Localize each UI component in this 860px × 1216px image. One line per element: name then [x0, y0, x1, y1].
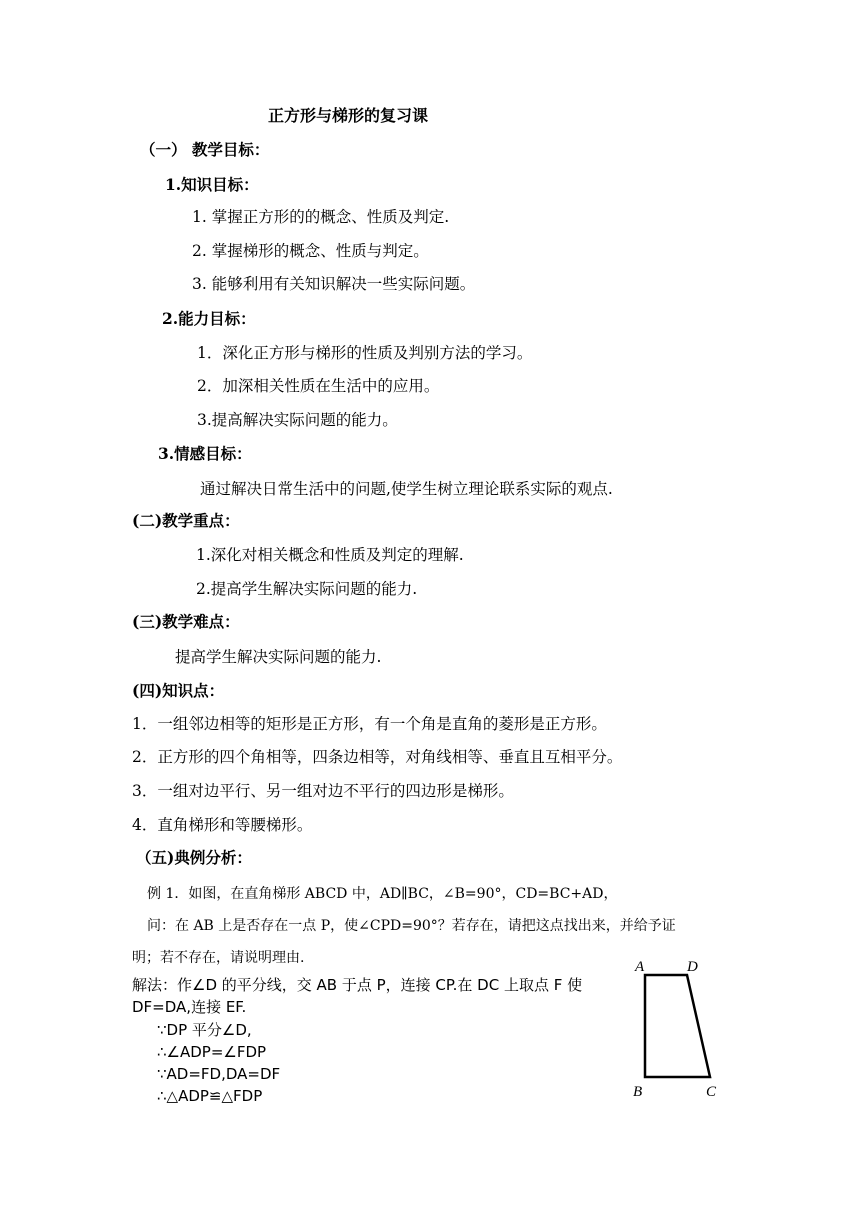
list-item: 2. 掌握梯形的概念、性质与判定。 [192, 242, 429, 260]
proof-step: ∴∠ADP=∠FDP [157, 1043, 267, 1061]
page-title: 正方形与梯形的复习课 [268, 106, 429, 125]
proof-step: ∵AD=FD,DA=DF [157, 1065, 281, 1083]
list-item: 1. 掌握正方形的的概念、性质及判定. [192, 208, 450, 226]
subheading-emotion-goals: 3.情感目标： [158, 444, 252, 463]
paragraph: 提高学生解决实际问题的能力. [175, 648, 382, 666]
section-heading-difficulties: (三)教学难点： [132, 612, 240, 631]
subheading-ability-goals: 2.能力目标： [162, 309, 256, 328]
section-heading-objectives: （一） 教学目标： [140, 140, 270, 159]
vertex-label-a: A [635, 959, 645, 975]
list-item: 3. 能够利用有关知识解决一些实际问题。 [192, 275, 476, 293]
proof-step: ∴△ADP≌△FDP [157, 1087, 263, 1105]
list-item: 2．加深相关性质在生活中的应用。 [197, 377, 440, 395]
vertex-label-d: D [687, 959, 698, 975]
list-item: 3.提高解决实际问题的能力。 [197, 411, 398, 429]
list-item: 4．直角梯形和等腰梯形。 [132, 816, 313, 834]
solution-text: DF=DA,连接 EF. [132, 998, 247, 1016]
section-heading-examples: （五)典例分析： [136, 848, 252, 867]
trapezoid-diagram [625, 955, 735, 1105]
example-text: 明；若不存在，请说明理由. [132, 950, 305, 966]
paragraph: 通过解决日常生活中的问题,使学生树立理论联系实际的观点. [200, 480, 613, 498]
trapezoid-abcd [645, 975, 710, 1077]
list-item: 1.深化对相关概念和性质及判定的理解. [196, 546, 464, 564]
proof-step: ∵DP 平分∠D, [157, 1021, 252, 1039]
vertex-label-b: B [633, 1084, 643, 1100]
list-item: 2．正方形的四个角相等，四条边相等，对角线相等、垂直且互相平分。 [132, 748, 623, 766]
example-text: 问：在 AB 上是否存在一点 P，使∠CPD=90°？若存在，请把这点找出来，并给予证 [147, 918, 676, 934]
trapezoid-figure [625, 955, 735, 1105]
list-item: 1．一组邻边相等的矩形是正方形，有一个角是直角的菱形是正方形。 [132, 715, 607, 733]
subheading-knowledge-goals: 1.知识目标： [165, 175, 259, 194]
section-heading-knowledge-points: (四)知识点： [132, 681, 225, 700]
list-item: 2.提高学生解决实际问题的能力. [196, 580, 418, 598]
solution-text: 解法：作∠D 的平分线，交 AB 于点 P，连接 CP.在 DC 上取点 F 使 [132, 976, 583, 994]
vertex-label-c: C [706, 1084, 717, 1100]
example-text: 例 1．如图，在直角梯形 ABCD 中，AD∥BC，∠B=90°，CD=BC+AD， [147, 886, 618, 902]
list-item: 1．深化正方形与梯形的性质及判别方法的学习。 [197, 344, 533, 362]
section-heading-key-points: (二)教学重点： [132, 511, 240, 530]
list-item: 3．一组对边平行、另一组对边不平行的四边形是梯形。 [132, 782, 514, 800]
